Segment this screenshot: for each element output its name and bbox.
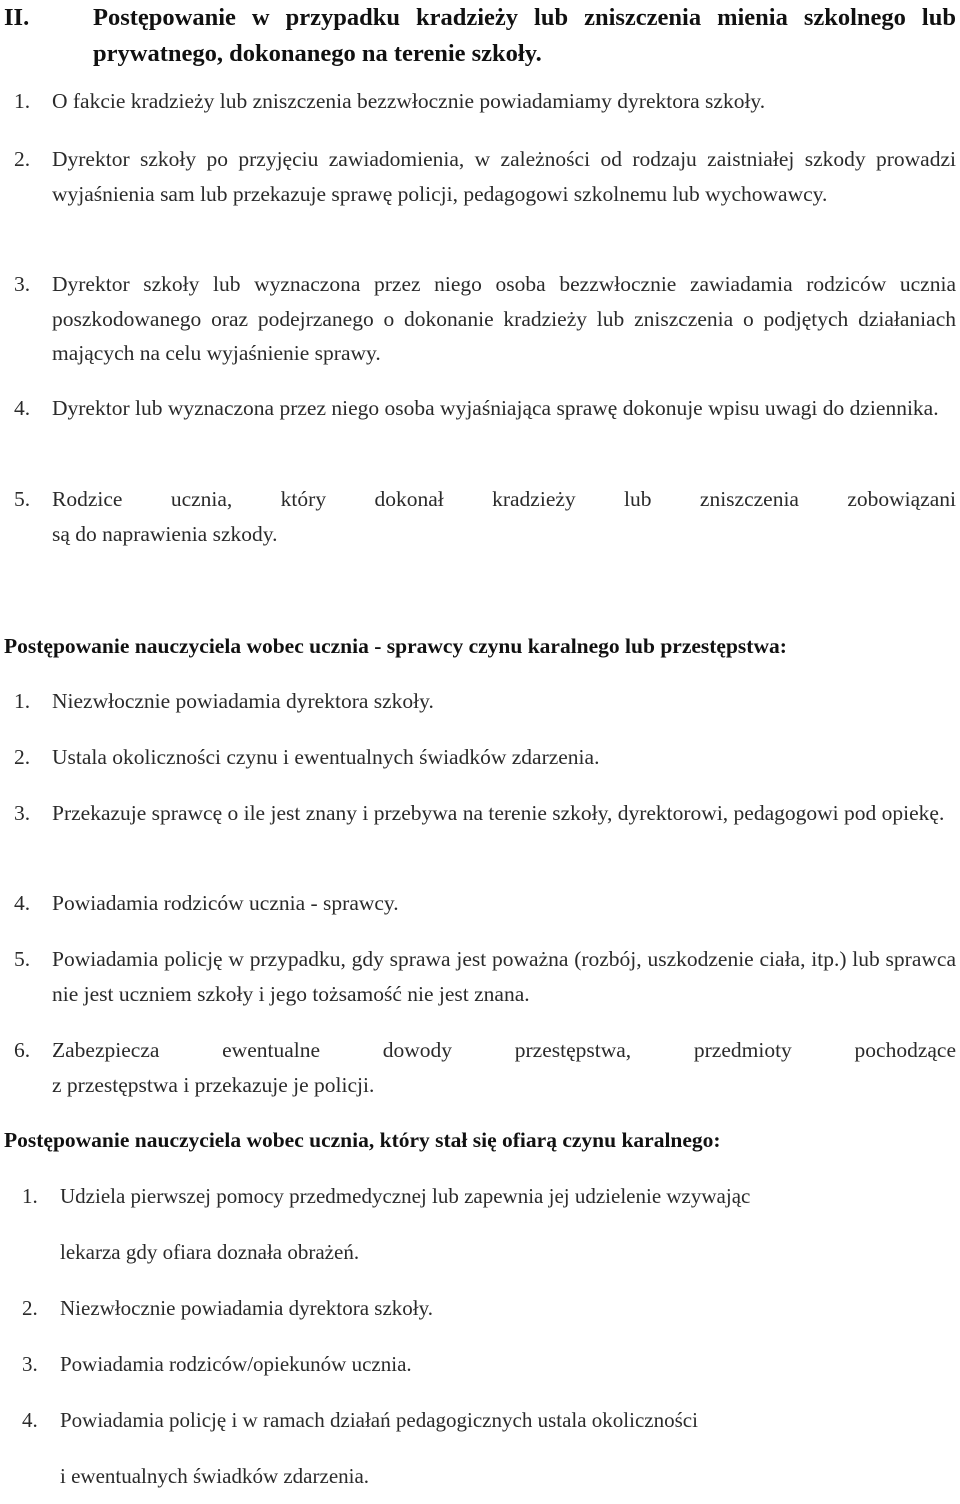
list-item: [14, 886, 956, 921]
list-item-text: Dyrektor szkoły po przyjęciu zawiadomienia, w zależności od rodzaju zaistniałej szkody prowadzi wyjaśnienia sam lub przekazuje sprawę policji, pedagogowi szkolnemu lub wychowawcy.: [52, 147, 956, 206]
list-item-number: 3.: [14, 272, 31, 296]
list-item-number: 5.: [14, 947, 31, 971]
list-item-text: Niezwłocznie powiadamia dyrektora szkoły.: [52, 689, 434, 713]
list-item: [14, 391, 956, 426]
list-item: [14, 267, 956, 371]
list-item-text: O fakcie kradzieży lub zniszczenia bezzwłocznie powiadamiamy dyrektora szkoły.: [52, 89, 766, 113]
list-item-number: 4.: [22, 1408, 38, 1432]
list-item: [22, 1168, 942, 1280]
list-item-text: Przekazuje sprawcę o ile jest znany i przebywa na terenie szkoły, dyrektorowi, pedagogowi pod opiekę.: [52, 801, 945, 825]
list-item-number: 1.: [14, 89, 31, 113]
list-item-text-line-1: Zabezpiecza ewentualne dowody przestępstwa, przedmioty pochodzące: [52, 1038, 956, 1062]
list-item: [14, 740, 956, 775]
list-item: [14, 1033, 956, 1102]
list-item: [14, 84, 956, 119]
list-item: [22, 1336, 942, 1392]
list-item-number: 3.: [14, 801, 31, 825]
list-item: [22, 1280, 942, 1336]
list-item-text-line-2: z przestępstwa i przekazuje je policji.: [52, 1072, 375, 1097]
list-item-text-line-2: lekarza gdy ofiara doznała obrażeń.: [60, 1240, 360, 1264]
list-item-number: 5.: [14, 487, 31, 511]
section-ii-heading: [4, 0, 956, 72]
list-item: [14, 684, 956, 719]
list-item-text: Dyrektor lub wyznaczona przez niego osoba wyjaśniająca sprawę dokonuje wpisu uwagi do dziennika.: [52, 396, 939, 420]
perpetrator-section-heading: Postępowanie nauczyciela wobec ucznia - sprawcy czynu karalnego lub przestępstwa:: [4, 634, 787, 658]
list-item-text: Dyrektor szkoły lub wyznaczona przez niego osoba bezzwłocznie zawiadamia rodziców ucznia poszkodowanego oraz podejrzanego o dokonanie kradzieży lub zniszczenia o podjętych działaniach mających na celu wyjaśnienie sprawy.: [52, 272, 956, 365]
list-item-number: 1.: [22, 1184, 38, 1208]
list-item-text: Powiadamia policję w przypadku, gdy sprawa jest poważna (rozbój, uszkodzenie ciała, itp.) lub sprawca nie jest uczniem szkoły i jego tożsamość nie jest znana.: [52, 947, 956, 1006]
list-item: [14, 796, 956, 831]
list-item-text: Powiadamia rodziców/opiekunów ucznia.: [60, 1352, 412, 1376]
list-item: [14, 942, 956, 1011]
section-ii-number: II.: [4, 4, 30, 31]
list-item-text-line-1: Powiadamia policję i w ramach działań pedagogicznych ustala okoliczności: [60, 1408, 698, 1432]
list-item-number: 6.: [14, 1038, 31, 1062]
list-item-text-line-2: i ewentualnych świadków zdarzenia.: [60, 1464, 370, 1488]
list-item-number: 2.: [14, 745, 31, 769]
list-item-number: 2.: [14, 147, 31, 171]
section-ii-title: Postępowanie w przypadku kradzieży lub zniszczenia mienia szkolnego lub prywatnego, dokonanego na terenie szkoły.: [93, 4, 956, 67]
victim-section-heading: Postępowanie nauczyciela wobec ucznia, który stał się ofiarą czynu karalnego:: [4, 1128, 721, 1152]
list-item-number: 4.: [14, 396, 31, 420]
list-item-text-line-2: są do naprawienia szkody.: [52, 521, 278, 546]
list-item: [14, 142, 956, 211]
list-item: [22, 1392, 942, 1504]
list-item-text: Niezwłocznie powiadamia dyrektora szkoły.: [60, 1296, 433, 1320]
list-item-number: 2.: [22, 1296, 38, 1320]
list-item-number: 4.: [14, 891, 31, 915]
list-item-number: 3.: [22, 1352, 38, 1376]
list-item-number: 1.: [14, 689, 31, 713]
list-item-text: Ustala okoliczności czynu i ewentualnych świadków zdarzenia.: [52, 745, 600, 769]
list-item: [14, 482, 956, 551]
list-item-text-line-1: Udziela pierwszej pomocy przedmedycznej lub zapewnia jej udzielenie wzywając: [60, 1184, 751, 1208]
list-item-text-line-1: Rodzice ucznia, który dokonał kradzieży lub zniszczenia zobowiązani: [52, 487, 956, 511]
list-item-text: Powiadamia rodziców ucznia - sprawcy.: [52, 891, 399, 915]
